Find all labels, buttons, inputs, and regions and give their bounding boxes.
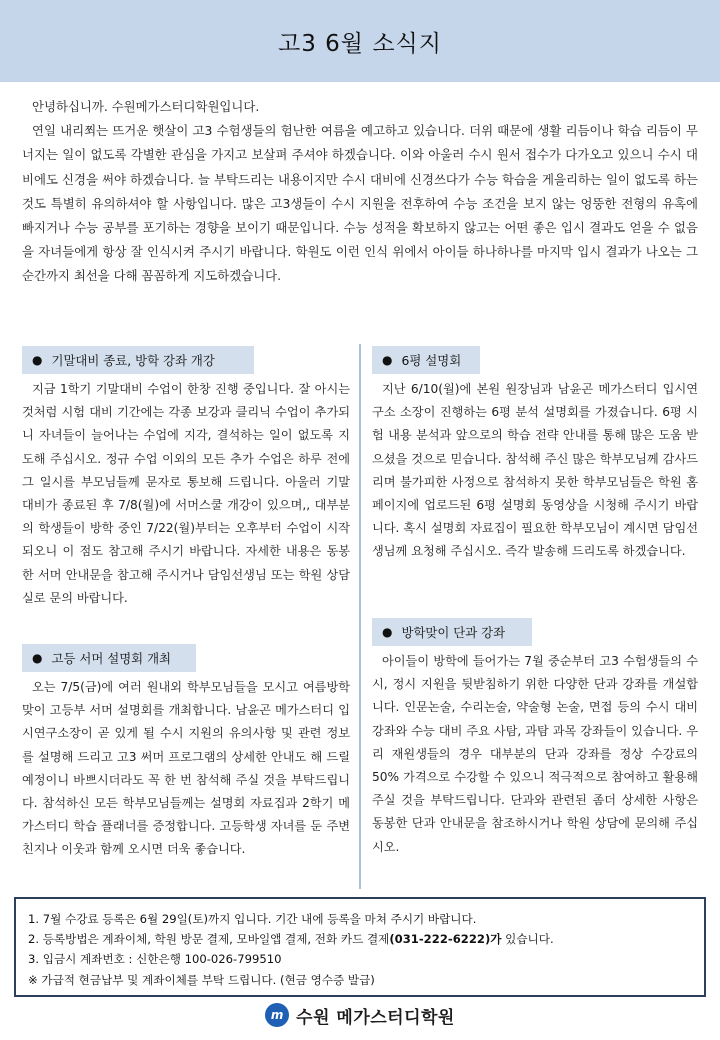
notice-box — [14, 897, 706, 997]
notice-line-2-prefix: 2. 등록방법은 계좌이체, 학원 방문 결제, 모바일앱 결제, 전화 카드 결제 — [28, 932, 390, 947]
notice-line-3: 3. 입금시 계좌번호 : 신한은행 100-026-799510 — [28, 952, 282, 967]
section-text: 지금 1학기 기말대비 수업이 한창 진행 중입니다. 잘 아시는 것처럼 시험 대비 기간에는 각종 보강과 클리닉 수업이 추가되니 자녀들이 늘어나는 수업에 지각, 결석하는 일이 없도록 지도해 주십시오. 정규 수업 이외의 모든 추가 수업은 하루 전에 그 일시를 부모님들께 문자로 통보해 드립니다. 아울러 기말 대비가 종료된 후 7/8(월)에 서머스쿨 개강이 있으며,, 대부분의 학생들이 방학 중인 7/22(월)부터는 오후부터 수업이 시작되오니 이 점도 참고해 주시기 바랍니다. 자세한 내용은 동봉한 서머 안내문을 참고해 주시거나 담임선생님 또는 학원 상담실로 문의 바랍니다. — [22, 382, 350, 605]
section-title: 기말대비 종료, 방학 강좌 개강 — [51, 353, 215, 368]
section-body — [372, 378, 698, 564]
section-heading — [22, 644, 196, 672]
bullet-icon: ● — [32, 353, 43, 367]
section-body — [22, 676, 350, 862]
page-title: 고3 6월 소식지 — [278, 30, 442, 57]
bullet-icon: ● — [382, 625, 393, 639]
section-text: 오는 7/5(금)에 여러 원내외 학부모님들을 모시고 여름방학 맞이 고등부 서머 설명회를 개최합니다. 남윤곤 메가스터디 입시연구소장이 곧 있게 될 수시 지원의 유의사항 및 관련 정보를 설명해 드리고 고3 써머 프로그램의 상세한 안내도 해 드릴 예정이니 바쁘시더라도 꼭 한 번 참석해 주실 것을 부탁드립니다. 참석하신 모든 학부모님들께는 설명회 자료집과 2학기 메가스터디 학습 플래너를 증정합니다. 고등학생 자녀를 둔 주변 친지나 이웃과 함께 오시면 더욱 좋습니다. — [22, 680, 350, 857]
section-vacation-courses — [372, 618, 698, 859]
notice-line-2-bold-suffix: 가 — [490, 932, 502, 947]
section-summer-briefing — [22, 644, 350, 862]
notice-line-4: ※ 가급적 현금납부 및 계좌이체를 부탁 드립니다. (현금 영수증 발급) — [28, 972, 375, 987]
megastudy-logo-icon: m — [265, 1003, 289, 1027]
title-banner — [0, 0, 720, 82]
notice-line-1: 1. 7월 수강료 등록은 6월 29일(토)까지 입니다. 기간 내에 등록을 마쳐 주시기 바랍니다. — [28, 912, 477, 926]
section-text: 아이들이 방학에 들어가는 7월 중순부터 고3 수험생들의 수시, 정시 지원을 뒷받침하기 위한 다양한 단과 강좌를 개설합니다. 인문논술, 수리논술, 약술형 논술, 면접 등의 수시 대비 강좌와 수능 대비 주요 사탐, 과탐 과목 강좌들이 있습니다. 우리 재원생들의 경우 대부분의 단과 강좌를 정상 수강료의 50% 가격으로 수강할 수 있으니 적극적으로 참여하고 활용해 주실 것을 부탁드립니다. 단과와 관련된 좀더 상세한 사항은 동봉한 단과 안내문을 참조하시거나 학원 상담에 문의해 주십시오. — [372, 654, 698, 854]
phone-number: (031-222-6222) — [389, 932, 491, 947]
column-divider — [359, 344, 361, 889]
bullet-icon: ● — [32, 651, 43, 665]
bullet-icon: ● — [382, 353, 393, 367]
notice-line-2 — [28, 929, 692, 949]
section-body — [372, 650, 698, 859]
section-body — [22, 378, 350, 610]
notice-line-2-suffix: 있습니다. — [501, 932, 554, 947]
section-june-mock-briefing — [372, 346, 698, 564]
intro-greeting: 안녕하십니까. 수원메가스터디학원입니다. — [32, 99, 260, 114]
org-name: 수원 메가스터디학원 — [296, 1007, 455, 1028]
intro-section — [22, 95, 698, 289]
footer — [0, 1000, 720, 1030]
section-text: 지난 6/10(월)에 본원 원장님과 남윤곤 메가스터디 입시연구소 소장이 진행하는 6평 분석 설명회를 가졌습니다. 6평 시험 내용 분석과 앞으로의 학습 전략 안내를 통해 많은 도움 받으셨을 것으로 믿습니다. 참석해 주신 많은 학부모님께 감사드리며 불가피한 사정으로 참석하지 못한 학부모님들은 학원 홈페이지에 업로드된 6평 설명회 동영상을 시청해 주시기 바랍니다. 혹시 설명회 자료집이 필요한 학부모님이 계시면 담임선생님께 요청해 주십시오. 즉각 발송해 드리도록 하겠습니다. — [372, 382, 698, 559]
section-heading — [372, 618, 532, 646]
intro-body: 연일 내리쬐는 뜨거운 햇살이 고3 수험생들의 험난한 여름을 예고하고 있습니다. 더위 때문에 생활 리듬이나 학습 리듬이 무너지는 일이 없도록 각별한 관심을 가지고 보살펴 주셔야 하겠습니다. 이와 아울러 수시 원서 접수가 다가오고 있으니 수시 대비에도 신경을 써야 하겠습니다. 늘 부탁드리는 내용이지만 수시 대비에 신경쓰다가 수능 학습을 게을리하는 일이 없도록 하는 것도 특별히 유의하셔야 할 사항입니다. 많은 고3생들이 수시 지원을 전후하여 수능 조건을 보지 않는 엉뚱한 전형의 유혹에 빠지거나 수능 공부를 포기하는 경향을 보이기 때문입니다. 수능 성적을 확보하지 않고는 어떤 좋은 입시 결과도 얻을 수 없음을 자녀들에게 항상 잘 인식시켜 주시기 바랍니다. 학원도 이런 인식 위에서 아이들 하나하나를 마지막 입시 결과가 나오는 그 순간까지 최선을 다해 꼼꼼하게 지도하겠습니다. — [22, 123, 698, 284]
section-heading — [372, 346, 480, 374]
section-title: 고등 서머 설명회 개최 — [51, 651, 172, 666]
section-heading — [22, 346, 254, 374]
section-final-exam — [22, 346, 350, 610]
section-title: 방학맞이 단과 강좌 — [401, 625, 506, 640]
section-title: 6평 설명회 — [401, 353, 462, 368]
